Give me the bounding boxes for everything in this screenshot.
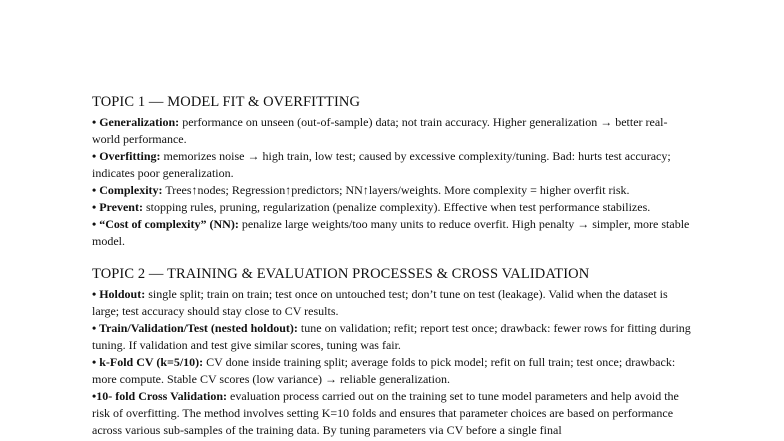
bullet-term: • Overfitting: bbox=[92, 149, 161, 163]
section-heading: TOPIC 2 — TRAINING & EVALUATION PROCESSES & CROSS VALIDATION bbox=[92, 266, 590, 282]
bullet-text: stopping rules, pruning, regularization (penalize complexity). Effective when test performance stabilizes. bbox=[142, 200, 651, 214]
section-topic-2 bbox=[92, 266, 692, 439]
bullet-item bbox=[92, 216, 692, 250]
bullet-item bbox=[92, 114, 692, 148]
bullet-item bbox=[92, 388, 692, 439]
bullet-term: • Prevent: bbox=[92, 200, 143, 214]
bullet-term: •10- fold Cross Validation: bbox=[92, 389, 228, 403]
bullet-item bbox=[92, 354, 692, 388]
bullet-text: performance on unseen (out-of-sample) data; not train accuracy. Higher generalization → better real-world performance. bbox=[92, 115, 668, 146]
bullet-term: • k-Fold CV (k=5/10): bbox=[92, 355, 204, 369]
bullet-text: penalize large weights/too many units to reduce overfit. High penalty → simpler, more stable model. bbox=[92, 217, 690, 248]
section-heading: TOPIC 1 — MODEL FIT & OVERFITTING bbox=[92, 94, 361, 110]
document-body bbox=[92, 94, 692, 439]
bullet-text: memorizes noise → high train, low test; caused by excessive complexity/tuning. Bad: hurts test accuracy; indicates poor generalization. bbox=[92, 149, 671, 180]
bullet-item bbox=[92, 320, 692, 354]
bullet-text: Trees↑nodes; Regression↑predictors; NN↑layers/weights. More complexity = higher overfit risk. bbox=[162, 183, 630, 197]
bullet-item bbox=[92, 182, 692, 199]
bullet-term: • Complexity: bbox=[92, 183, 163, 197]
section-topic-1 bbox=[92, 94, 692, 250]
bullet-text: evaluation process carried out on the training set to tune model parameters and help avoid the risk of overfitting. The method involves setting K=10 folds and ensures that parameter choices are based on performance across various sub-samples of the training data. By tuning parameters via CV before a single final bbox=[92, 389, 679, 437]
bullet-term: • Generalization: bbox=[92, 115, 180, 129]
bullet-term: • “Cost of complexity” (NN): bbox=[92, 217, 239, 231]
bullet-text: single split; train on train; test once on untouched test; don’t tune on test (leakage). Valid when the dataset is large; test accuracy should stay close to CV results. bbox=[92, 287, 668, 318]
bullet-term: • Holdout: bbox=[92, 287, 146, 301]
bullet-text: CV done inside training split; average folds to pick model; refit on full train; test once; drawback: more compute. Stable CV scores (low variance) → reliable generalization. bbox=[92, 355, 676, 386]
bullet-term: • Train/Validation/Test (nested holdout): bbox=[92, 321, 298, 335]
bullet-item bbox=[92, 148, 692, 182]
bullet-text: tune on validation; refit; report test once; drawback: fewer rows for fitting during tuning. If validation and test give similar scores, tuning was fair. bbox=[92, 321, 691, 352]
bullet-item bbox=[92, 199, 692, 216]
bullet-item bbox=[92, 286, 692, 320]
